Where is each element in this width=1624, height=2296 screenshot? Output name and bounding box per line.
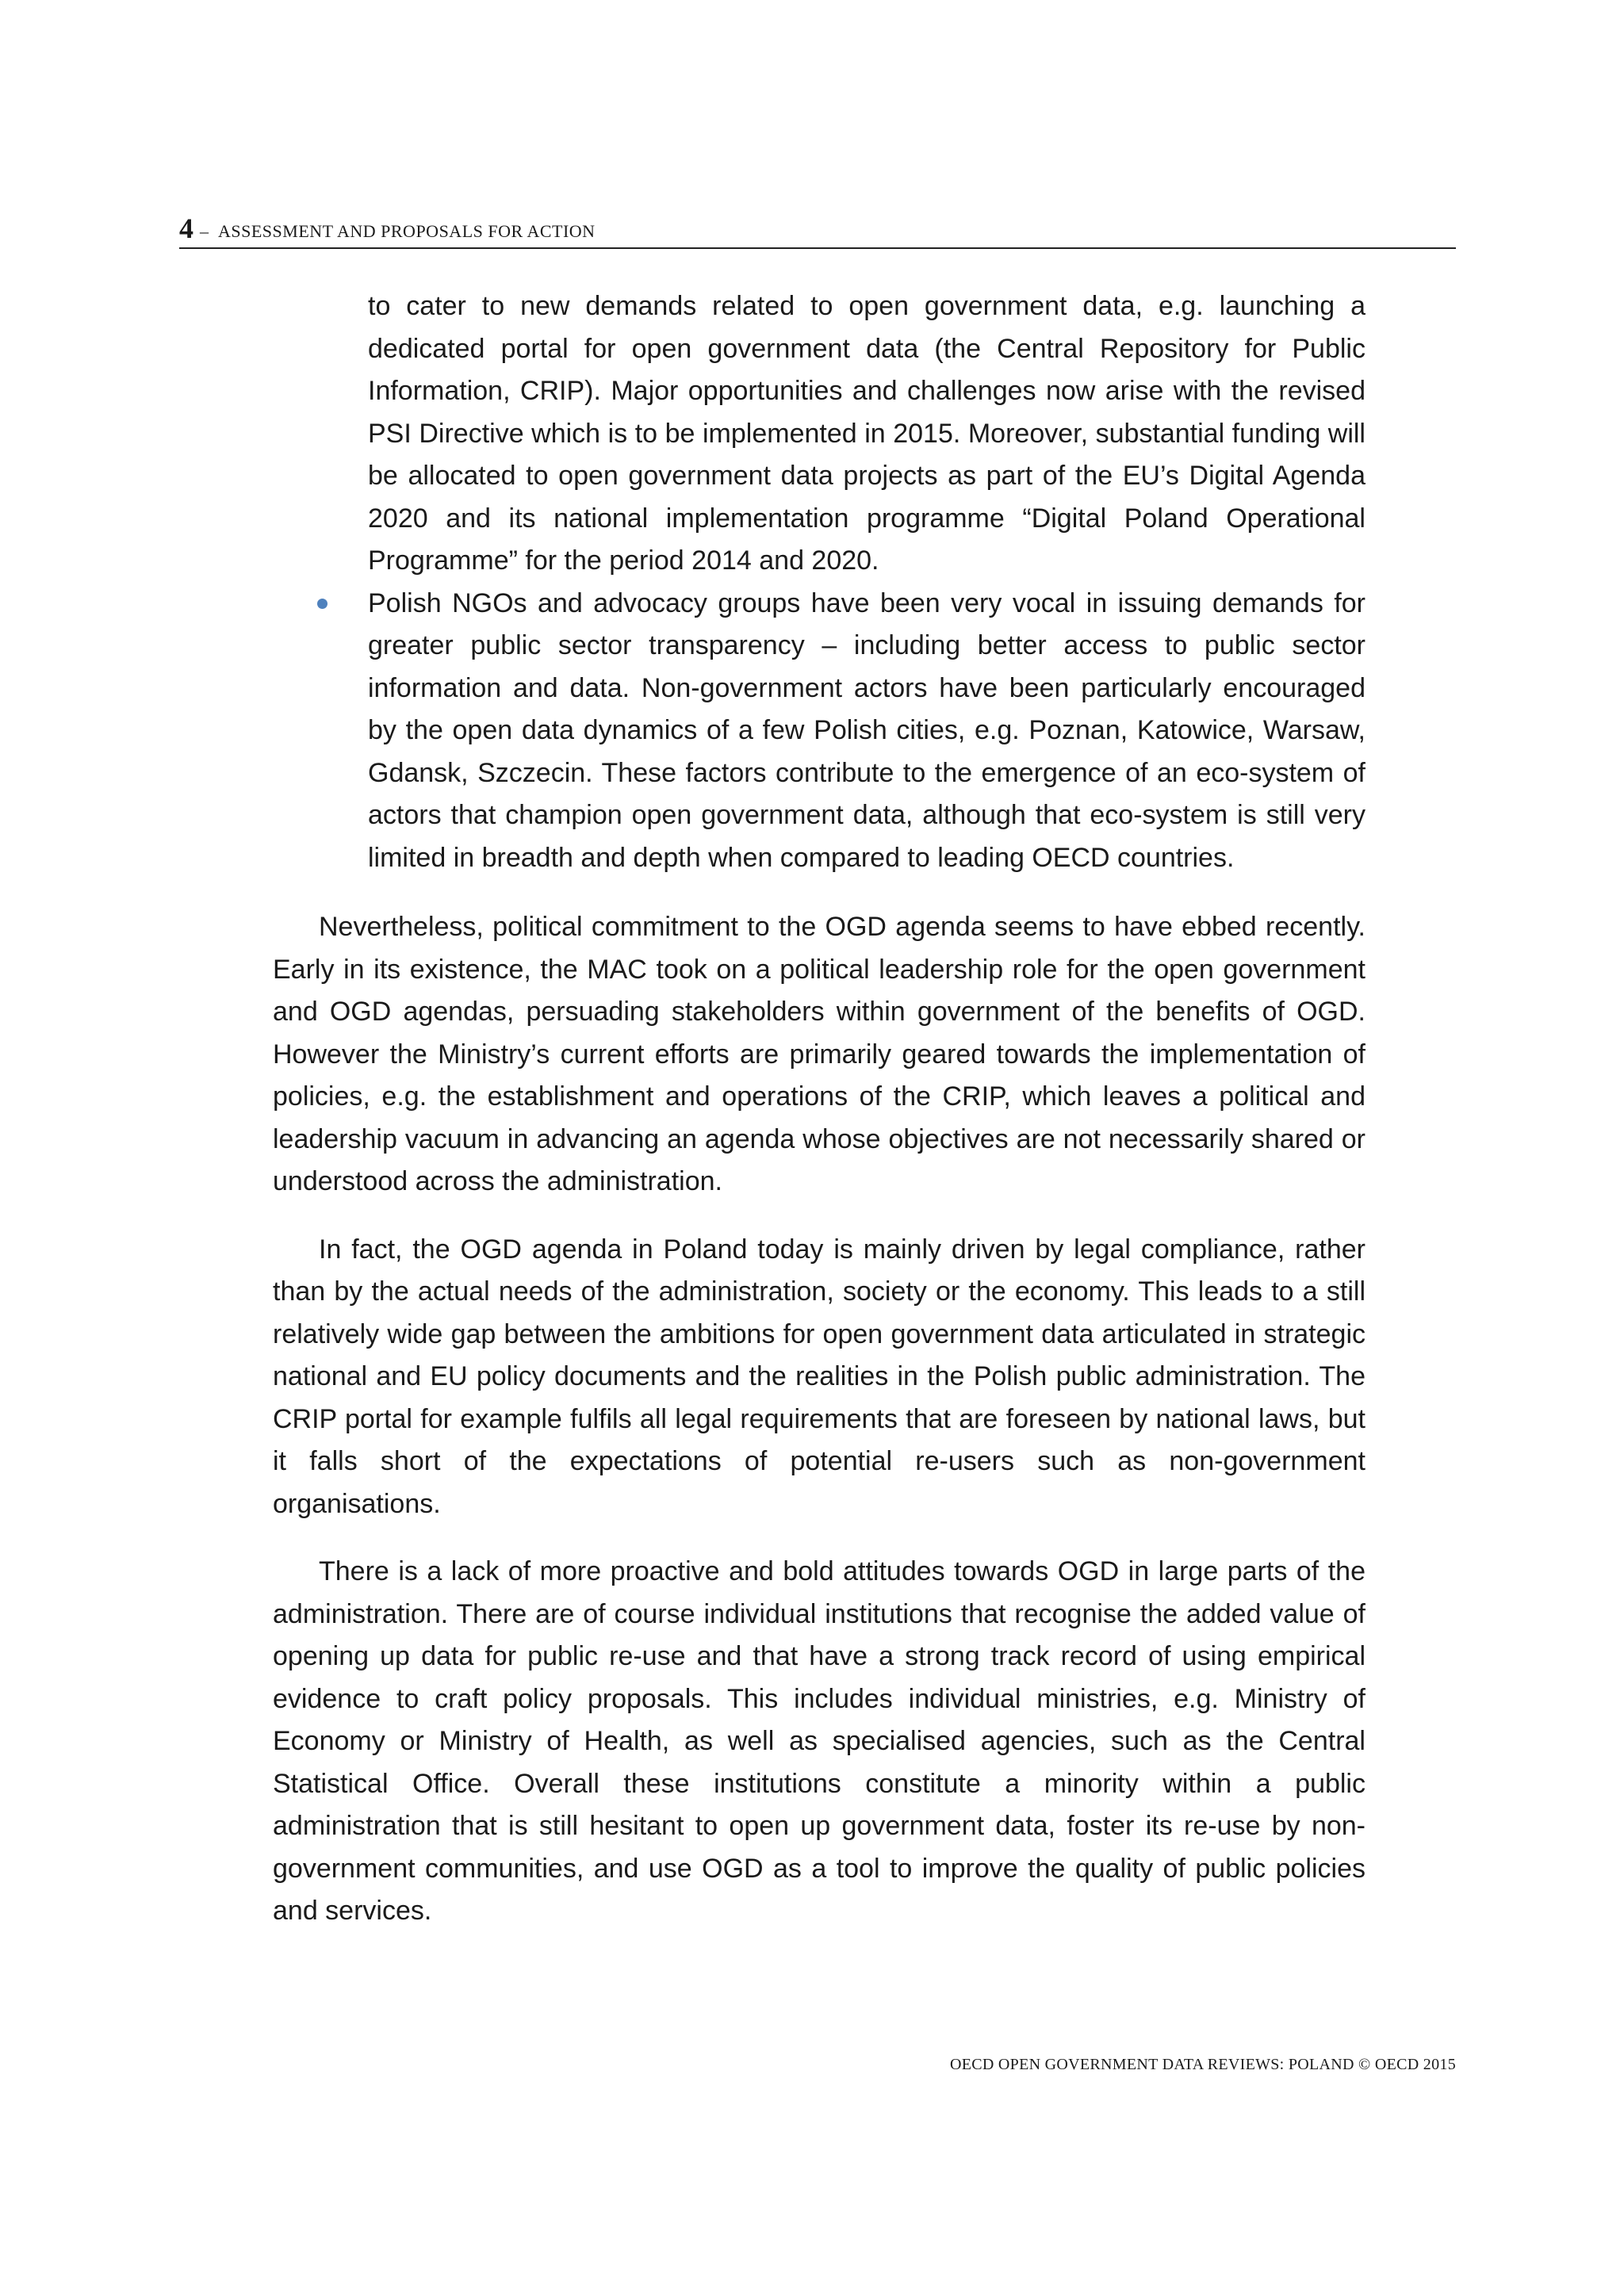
bullet-item xyxy=(368,583,1365,880)
header-separator: – xyxy=(200,221,209,241)
page-number: 4 xyxy=(179,212,193,244)
paragraph: In fact, the OGD agenda in Poland today is mainly driven by legal compliance, rather than by the actual needs of the administration, society or the economy. This leads to a still relatively wide gap between the ambitions for open government data articulated in strategic national and EU policy documents and the realities in the Polish public administration. The CRIP portal for example fulfils all legal requirements that are foreseen by national laws, but it falls short of the expectations of potential re-users such as non-government organisations. xyxy=(273,1234,1365,1519)
bullet-icon xyxy=(317,599,327,609)
section-title: ASSESSMENT AND PROPOSALS FOR ACTION xyxy=(218,221,596,241)
paragraph: There is a lack of more proactive and bold attitudes towards OGD in large parts of the administration. There are of course individual institutions that recognise the added value of opening up data for public re-use and that have a strong track record of using empirical evidence to craft policy proposals. This includes individual ministries, e.g. Ministry of Economy or Ministry of Health, as well as specialised agencies, such as the Central Statistical Office. Overall these institutions constitute a minority within a public administration that is still hesitant to open up government data, foster its re-use by non-government communities, and use OGD as a tool to improve the quality of public policies and services. xyxy=(273,1556,1365,1926)
body-text xyxy=(273,285,1365,1933)
running-footer: OECD OPEN GOVERNMENT DATA REVIEWS: POLAND © OECD 2015 xyxy=(949,2056,1456,2073)
paragraph: Nevertheless, political commitment to the OGD agenda seems to have ebbed recently. Early in its existence, the MAC took on a political leadership role for the open government and OGD agendas, persuading stakeholders within government of the benefits of OGD. However the Ministry’s current efforts are primarily geared towards the implementation of policies, e.g. the establishment and operations of the CRIP, which leaves a political and leadership vacuum in advancing an agenda whose objectives are not necessarily shared or understood across the administration. xyxy=(273,912,1365,1196)
running-header xyxy=(179,208,1456,249)
bullet-text: Polish NGOs and advocacy groups have been very vocal in issuing demands for greater public sector transparency – including better access to public sector information and data. Non-government actors have been particularly encouraged by the open data dynamics of a few Polish cities, e.g. Poznan, Katowice, Warsaw, Gdansk, Szczecin. These factors contribute to the emergence of an eco-system of actors that champion open government data, although that eco-system is still very limited in breadth and depth when compared to leading OECD countries. xyxy=(368,587,1365,873)
continued-bullet-text: to cater to new demands related to open government data, e.g. launching a dedicated portal for open government data (the Central Repository for Public Information, CRIP). Major opportunities and challenges now arise with the revised PSI Directive which is to be implemented in 2015. Moreover, substantial funding will be allocated to open government data projects as part of the EU’s Digital Agenda 2020 and its national implementation programme “Digital Poland Operational Programme” for the period 2014 and 2020. xyxy=(368,291,1365,576)
